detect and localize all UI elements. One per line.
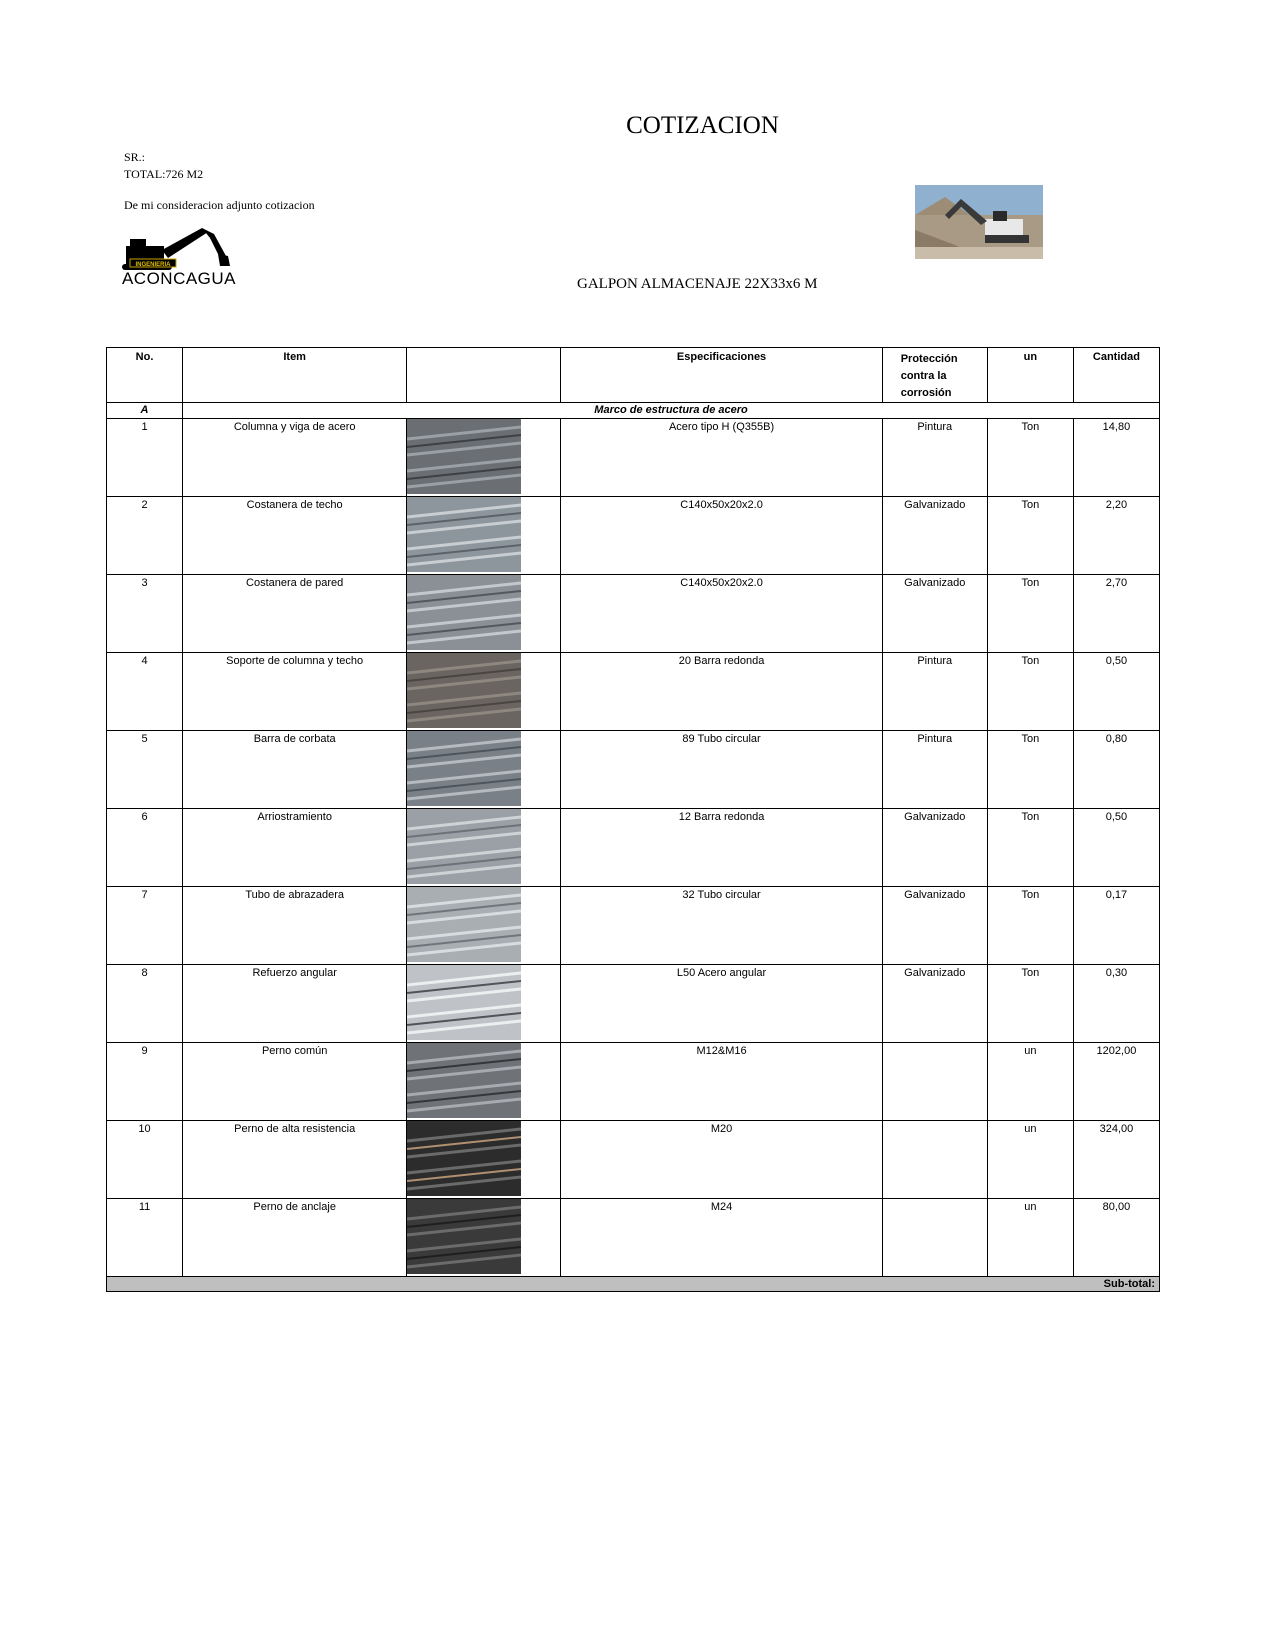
- logo-top-text: INGENIERIA: [135, 262, 171, 268]
- row-spec: Acero tipo H (Q355B): [561, 419, 882, 497]
- row-qty: 324,00: [1073, 1121, 1159, 1199]
- row-qty: 14,80: [1073, 419, 1159, 497]
- row-image-cell: [407, 809, 561, 887]
- product-photo: [407, 731, 521, 806]
- row-spec: C140x50x20x2.0: [561, 575, 882, 653]
- document-title: COTIZACION: [626, 112, 779, 139]
- row-protection: Galvanizado: [882, 575, 987, 653]
- row-qty: 0,30: [1073, 965, 1159, 1043]
- table-row: [107, 887, 1160, 965]
- row-unit: Ton: [987, 887, 1073, 965]
- row-item: Refuerzo angular: [183, 965, 407, 1043]
- row-unit: Ton: [987, 419, 1073, 497]
- row-item: Costanera de pared: [183, 575, 407, 653]
- row-item: Tubo de abrazadera: [183, 887, 407, 965]
- row-spec: M24: [561, 1199, 882, 1277]
- header-protection-line-1: Protección: [900, 353, 958, 365]
- row-image-cell: [407, 575, 561, 653]
- row-qty: 0,17: [1073, 887, 1159, 965]
- row-unit: Ton: [987, 965, 1073, 1043]
- row-qty: 1202,00: [1073, 1043, 1159, 1121]
- header-protection-line-3: corrosión: [900, 387, 952, 399]
- row-image-cell: [407, 887, 561, 965]
- table-row: [107, 575, 1160, 653]
- row-spec: M12&M16: [561, 1043, 882, 1121]
- row-unit: Ton: [987, 575, 1073, 653]
- total-label: TOTAL:726 M2: [124, 167, 204, 181]
- row-protection: [882, 1199, 987, 1277]
- table-header-row: [107, 348, 1160, 403]
- subtotal-label: Sub-total:: [107, 1277, 1160, 1292]
- row-image-cell: [407, 653, 561, 731]
- logo-name: ACONCAGUA: [121, 269, 237, 288]
- row-item: Soporte de columna y techo: [183, 653, 407, 731]
- row-unit: un: [987, 1199, 1073, 1277]
- row-protection: Pintura: [882, 653, 987, 731]
- row-unit: Ton: [987, 497, 1073, 575]
- table-row: [107, 497, 1160, 575]
- row-item: Columna y viga de acero: [183, 419, 407, 497]
- table-row: [107, 1043, 1160, 1121]
- row-spec: 89 Tubo circular: [561, 731, 882, 809]
- row-no: 7: [107, 887, 183, 965]
- header-protection-line-2: contra la: [900, 370, 947, 382]
- row-protection: Galvanizado: [882, 965, 987, 1043]
- row-unit: Ton: [987, 653, 1073, 731]
- product-photo: [407, 419, 521, 494]
- row-protection: Pintura: [882, 419, 987, 497]
- row-qty: 0,80: [1073, 731, 1159, 809]
- row-qty: 0,50: [1073, 809, 1159, 887]
- product-photo: [407, 965, 521, 1040]
- header-protection: [882, 348, 987, 403]
- row-protection: Galvanizado: [882, 887, 987, 965]
- header-item: Item: [183, 348, 407, 403]
- row-item: Perno de anclaje: [183, 1199, 407, 1277]
- row-unit: Ton: [987, 809, 1073, 887]
- row-item: Perno de alta resistencia: [183, 1121, 407, 1199]
- document-subtitle: GALPON ALMACENAJE 22X33x6 M: [577, 276, 818, 292]
- row-spec: 12 Barra redonda: [561, 809, 882, 887]
- row-image-cell: [407, 497, 561, 575]
- row-spec: 20 Barra redonda: [561, 653, 882, 731]
- quotation-table: [106, 347, 1160, 1292]
- row-unit: Ton: [987, 731, 1073, 809]
- excavator-photo: [915, 185, 1043, 259]
- product-photo: [407, 1043, 521, 1118]
- row-image-cell: [407, 419, 561, 497]
- row-no: 2: [107, 497, 183, 575]
- product-photo: [407, 497, 521, 572]
- table-row: [107, 965, 1160, 1043]
- row-image-cell: [407, 1043, 561, 1121]
- row-item: Arriostramiento: [183, 809, 407, 887]
- row-image-cell: [407, 1121, 561, 1199]
- subtotal-row: [107, 1277, 1160, 1292]
- header-no: No.: [107, 348, 183, 403]
- header-unit: un: [987, 348, 1073, 403]
- row-image-cell: [407, 1199, 561, 1277]
- section-title: Marco de estructura de acero: [183, 403, 1160, 419]
- header-image: [407, 348, 561, 403]
- row-item: Barra de corbata: [183, 731, 407, 809]
- row-spec: 32 Tubo circular: [561, 887, 882, 965]
- product-photo: [407, 887, 521, 962]
- row-image-cell: [407, 965, 561, 1043]
- row-item: Perno común: [183, 1043, 407, 1121]
- header-spec: Especificaciones: [561, 348, 882, 403]
- header-qty: Cantidad: [1073, 348, 1159, 403]
- row-no: 3: [107, 575, 183, 653]
- intro-text: De mi consideracion adjunto cotizacion: [124, 198, 315, 212]
- row-no: 4: [107, 653, 183, 731]
- row-no: 6: [107, 809, 183, 887]
- table-row: [107, 653, 1160, 731]
- table-row: [107, 731, 1160, 809]
- product-photo: [407, 1121, 521, 1196]
- sr-label: SR.:: [124, 150, 146, 164]
- company-logo: [114, 226, 244, 288]
- section-row: [107, 403, 1160, 419]
- row-qty: 2,70: [1073, 575, 1159, 653]
- product-photo: [407, 653, 521, 728]
- row-protection: Galvanizado: [882, 809, 987, 887]
- row-no: 5: [107, 731, 183, 809]
- row-unit: un: [987, 1043, 1073, 1121]
- row-no: 1: [107, 419, 183, 497]
- row-no: 10: [107, 1121, 183, 1199]
- row-qty: 80,00: [1073, 1199, 1159, 1277]
- section-code: A: [107, 403, 183, 419]
- row-qty: 2,20: [1073, 497, 1159, 575]
- table-row: [107, 809, 1160, 887]
- row-protection: Galvanizado: [882, 497, 987, 575]
- row-spec: L50 Acero angular: [561, 965, 882, 1043]
- row-protection: Pintura: [882, 731, 987, 809]
- row-no: 11: [107, 1199, 183, 1277]
- row-protection: [882, 1043, 987, 1121]
- row-spec: M20: [561, 1121, 882, 1199]
- row-unit: un: [987, 1121, 1073, 1199]
- row-image-cell: [407, 731, 561, 809]
- product-photo: [407, 809, 521, 884]
- row-spec: C140x50x20x2.0: [561, 497, 882, 575]
- product-photo: [407, 1199, 521, 1274]
- product-photo: [407, 575, 521, 650]
- row-no: 9: [107, 1043, 183, 1121]
- row-protection: [882, 1121, 987, 1199]
- table-row: [107, 419, 1160, 497]
- table-row: [107, 1199, 1160, 1277]
- row-qty: 0,50: [1073, 653, 1159, 731]
- row-no: 8: [107, 965, 183, 1043]
- row-item: Costanera de techo: [183, 497, 407, 575]
- table-row: [107, 1121, 1160, 1199]
